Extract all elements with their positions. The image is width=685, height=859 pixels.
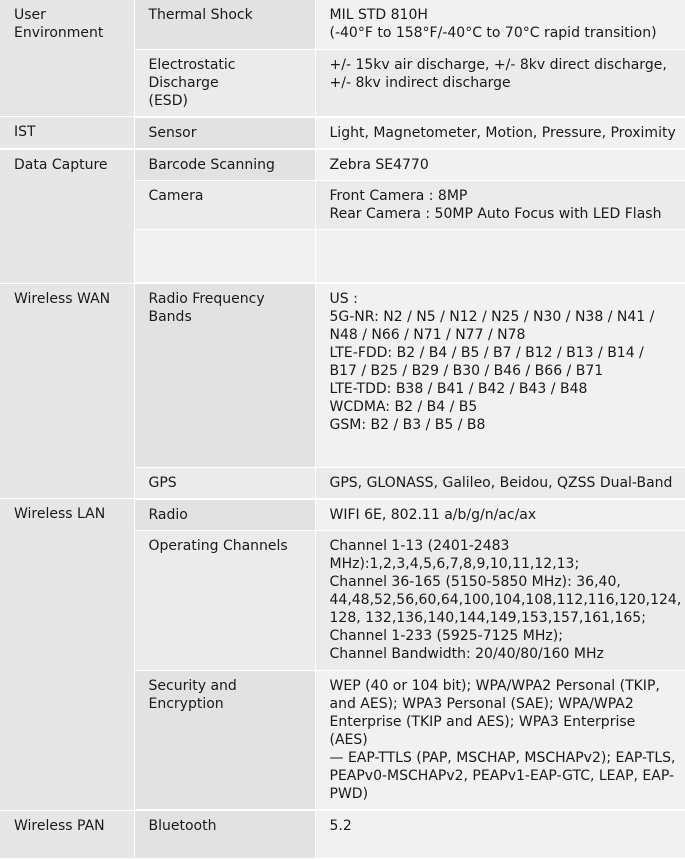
table-row (0, 149, 685, 181)
spec-value-barcode-scanning: Zebra SE4770 (315, 149, 685, 181)
table-row (0, 0, 685, 49)
spec-label-security-encryption: Security and Encryption (134, 671, 315, 811)
spec-label-radio-frequency-bands: Radio Frequency Bands (134, 283, 315, 467)
spec-value-radio-frequency-bands: US : 5G-NR: N2 / N5 / N12 / N25 / N30 / N38 / N41 / N48 / N66 / N71 / N77 / N78 LTE-FDD: B2 / B4 / B5 / B7 / B12 / B13 / B14 / B17 / B25 / B29 / B30 / B46 / B66 / B71 LTE-TDD: B38 / B41 / B42 / B43 / B48 WCDMA: B2 / B4 / B5 GSM: B2 / B3 / B5 / B8 (315, 283, 685, 467)
spec-value-security-encryption: WEP (40 or 104 bit); WPA/WPA2 Personal (TKIP, and AES); WPA3 Personal (SAE); WPA/WPA2 Enterprise (TKIP and AES); WPA3 Enterprise (AES) — EAP-TTLS (PAP, MSCHAP, MSCHAPv2); EAP-TLS, PEAPv0-MSCHAPv2, PEAPv1-EAP-GTC, LEAP, EAP- PWD) (315, 671, 685, 811)
table-row (0, 810, 685, 858)
spec-value-gps: GPS, GLONASS, Galileo, Beidou, QZSS Dual-Band (315, 467, 685, 499)
spec-value-bluetooth: 5.2 (315, 810, 685, 858)
spec-label-operating-channels: Operating Channels (134, 531, 315, 671)
spec-label-gps: GPS (134, 467, 315, 499)
spec-label-sensor: Sensor (134, 117, 315, 149)
spec-label-barcode-scanning: Barcode Scanning (134, 149, 315, 181)
spec-label-radio: Radio (134, 499, 315, 531)
spec-label-thermal-shock: Thermal Shock (134, 0, 315, 49)
spec-value-sensor: Light, Magnetometer, Motion, Pressure, Proximity (315, 117, 685, 149)
category-data-capture: Data Capture (0, 149, 134, 284)
table-row (0, 499, 685, 531)
spec-value-radio: WIFI 6E, 802.11 a/b/g/n/ac/ax (315, 499, 685, 531)
category-wireless-wan: Wireless WAN (0, 283, 134, 499)
spec-value-thermal-shock: MIL STD 810H (-40°F to 158°F/-40°C to 70°C rapid transition) (315, 0, 685, 49)
category-user-environment: User Environment (0, 0, 134, 117)
table-row (0, 117, 685, 149)
spec-label-bluetooth: Bluetooth (134, 810, 315, 858)
spec-value-operating-channels: Channel 1-13 (2401-2483 MHz):1,2,3,4,5,6,7,8,9,10,11,12,13; Channel 36-165 (5150-5850 MHz): 36,40, 44,48,52,56,60,64,100,104,108,112,116,120,124, 128, 132,136,140,144,149,153,157,161,165; Channel 1-233 (5925-7125 MHz); Channel Bandwidth: 20/40/80/160 MHz (315, 531, 685, 671)
spec-label-camera: Camera (134, 180, 315, 229)
category-wireless-lan: Wireless LAN (0, 499, 134, 811)
spec-value-camera: Front Camera : 8MP Rear Camera : 50MP Auto Focus with LED Flash (315, 180, 685, 229)
table-row (0, 283, 685, 467)
empty-cell (315, 229, 685, 283)
category-wireless-pan: Wireless PAN (0, 810, 134, 858)
spec-label-esd: Electrostatic Discharge (ESD) (134, 49, 315, 117)
category-ist: IST (0, 117, 134, 149)
spec-value-esd: +/- 15kv air discharge, +/- 8kv direct discharge, +/- 8kv indirect discharge (315, 49, 685, 117)
empty-cell (134, 229, 315, 283)
